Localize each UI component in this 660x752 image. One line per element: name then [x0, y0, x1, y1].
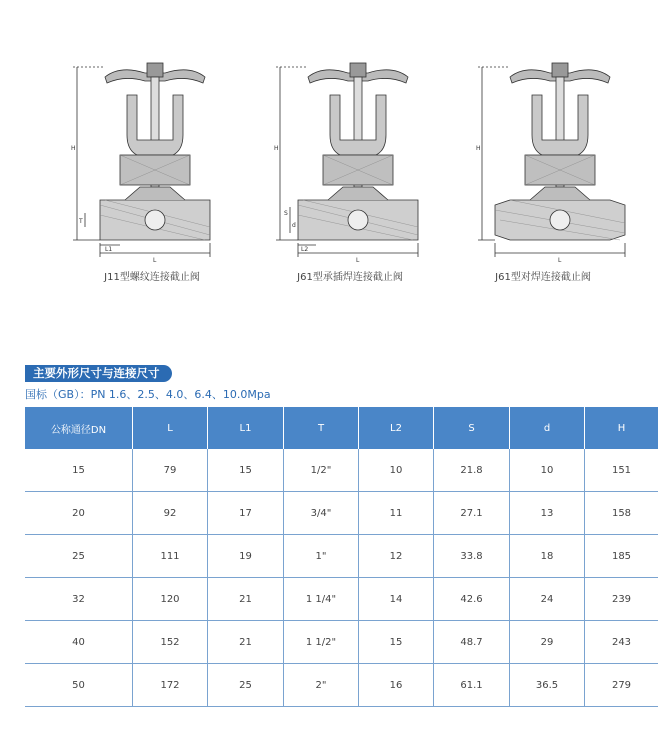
table-cell: 32 [25, 578, 133, 621]
table-row [25, 664, 658, 707]
table-cell: 11 [359, 492, 434, 535]
table-cell: 1" [284, 535, 359, 578]
valve-drawing-threaded [65, 55, 245, 290]
table-cell: 13 [510, 492, 585, 535]
table-cell: 25 [25, 535, 133, 578]
column-header: L [133, 407, 208, 449]
dimension-table [25, 407, 658, 707]
table-cell: 20 [25, 492, 133, 535]
table-cell: 14 [359, 578, 434, 621]
table-cell: 21.8 [434, 449, 510, 492]
dim-h-label: H [476, 145, 481, 152]
table-cell: 3/4" [284, 492, 359, 535]
column-header: S [434, 407, 510, 449]
table-row [25, 578, 658, 621]
table-cell: 40 [25, 621, 133, 664]
table-row [25, 449, 658, 492]
column-header: L1 [208, 407, 284, 449]
table-cell: 33.8 [434, 535, 510, 578]
column-header: d [510, 407, 585, 449]
valve-drawing-butt-weld [470, 55, 650, 290]
table-cell: 158 [585, 492, 659, 535]
table-cell: 48.7 [434, 621, 510, 664]
dim-h-label: H [274, 145, 279, 152]
table-cell: 243 [585, 621, 659, 664]
table-cell: 120 [133, 578, 208, 621]
table-cell: 36.5 [510, 664, 585, 707]
table-cell: 17 [208, 492, 284, 535]
column-header: 公称通径DN [25, 407, 133, 449]
caption-socket-weld: J61型承插焊连接截止阀 [297, 272, 403, 283]
table-cell: 185 [585, 535, 659, 578]
table-cell: 15 [359, 621, 434, 664]
table-cell: 25 [208, 664, 284, 707]
dim-l2-label: L2 [301, 246, 309, 253]
dim-d-label: d [292, 222, 296, 229]
caption-threaded: J11型螺纹连接截止阀 [104, 272, 200, 283]
dim-h-label: H [71, 145, 76, 152]
table-cell: 279 [585, 664, 659, 707]
table-cell: 18 [510, 535, 585, 578]
table-cell: 50 [25, 664, 133, 707]
table-cell: 151 [585, 449, 659, 492]
dim-s-label: S [284, 210, 288, 217]
table-cell: 21 [208, 621, 284, 664]
table-cell: 172 [133, 664, 208, 707]
table-row [25, 535, 658, 578]
table-cell: 10 [359, 449, 434, 492]
table-cell: 10 [510, 449, 585, 492]
table-cell: 2" [284, 664, 359, 707]
table-cell: 1 1/4" [284, 578, 359, 621]
column-header: H [585, 407, 659, 449]
table-cell: 29 [510, 621, 585, 664]
dim-t-label: T [79, 218, 83, 225]
column-header: T [284, 407, 359, 449]
standard-line: 国标（GB）：PN 1.6、2.5、4.0、6.4、10.0Mpa [25, 388, 271, 401]
table-cell: 19 [208, 535, 284, 578]
table-cell: 239 [585, 578, 659, 621]
valve-drawing-socket-weld [268, 55, 448, 290]
table-cell: 16 [359, 664, 434, 707]
dim-l-label: L [558, 257, 562, 264]
dim-l-label: L [356, 257, 360, 264]
table-cell: 42.6 [434, 578, 510, 621]
table-cell: 27.1 [434, 492, 510, 535]
table-cell: 1/2" [284, 449, 359, 492]
caption-butt-weld: J61型对焊连接截止阀 [495, 272, 591, 283]
table-cell: 111 [133, 535, 208, 578]
column-header: L2 [359, 407, 434, 449]
table-cell: 21 [208, 578, 284, 621]
table-cell: 15 [208, 449, 284, 492]
table-cell: 15 [25, 449, 133, 492]
dim-l1-label: L1 [105, 246, 113, 253]
table-cell: 12 [359, 535, 434, 578]
table-cell: 24 [510, 578, 585, 621]
table-row [25, 492, 658, 535]
section-title: 主要外形尺寸与连接尺寸 [25, 365, 172, 382]
table-cell: 61.1 [434, 664, 510, 707]
table-row [25, 621, 658, 664]
dim-l-label: L [153, 257, 157, 264]
table-cell: 152 [133, 621, 208, 664]
table-cell: 79 [133, 449, 208, 492]
table-cell: 1 1/2" [284, 621, 359, 664]
table-cell: 92 [133, 492, 208, 535]
table-header-row [25, 407, 658, 449]
